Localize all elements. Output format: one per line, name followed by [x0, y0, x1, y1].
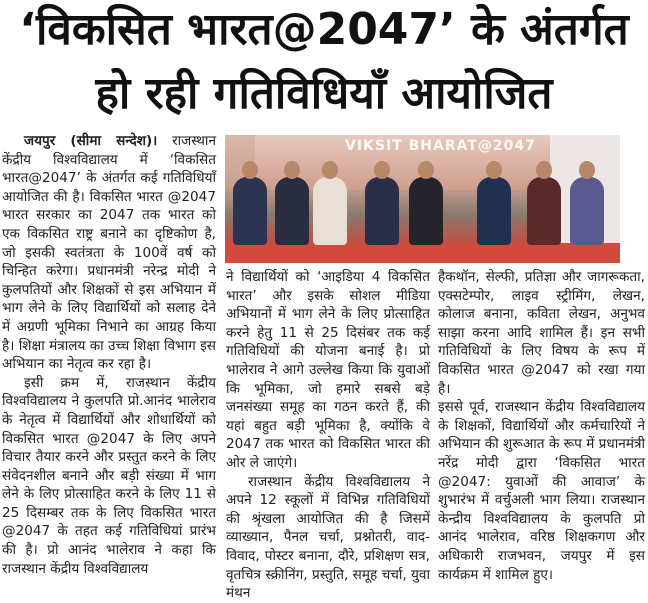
paragraph: इससे पूर्व, राजस्थान केंद्रीय विश्वविद्यालय के शिक्षकों, विद्यार्थियों और कर्मचारियों ने अभियान की शुरूआत के रूप में प्रधानमंत्री नरेंद्र मोदी द्वारा ‘विकसित भारत @2047: युवाओं की आवाज’ के शुभारंभ में वर्चुअली भाग लिया। राजस्थान केन्द्रीय विश्वविद्यालय के कुलपति प्रो आनंद भालेराव, वरिष्ठ शिक्षकगण और अधिकारी राजभवन, जयपुर में इस कार्यक्रम में शामिल हुए।	[438, 399, 645, 583]
dateline: जयपुर (सीमा सन्देश)।	[24, 133, 158, 149]
headline-line-1: ‘विकसित भारत@2047’ के अंतर्गत	[19, 4, 629, 55]
panelist	[570, 177, 604, 245]
panelist-head	[486, 161, 502, 179]
panelist	[275, 177, 309, 245]
panelist	[365, 177, 399, 245]
panelist-head	[418, 161, 434, 179]
panelist-head	[579, 161, 595, 179]
panelist-head	[284, 161, 300, 179]
paragraph-text: राजस्थान केंद्रीय विश्वविद्यालय में ‘विकसित भारत@2047’ के अंतर्गत कई गतिविधियाँ आयोजित की है। विकसित भारत @2047 भारत सरकार का 2047 तक भारत को एक विकसित राष्ट्र बनाने का दृष्टिकोण है, जो इसकी स्वतंत्रता के 100वें वर्ष को चिन्हित करेगा। प्रधानमंत्री नरेन्द्र मोदी ने कुलपतियों और शिक्षकों से इस अभियान में भाग लेने के लिए विद्यार्थियों को सलाह देने में अग्रणी भूमिका निभाने का आग्रह किया है। शिक्षा मंत्रालय का उच्च शिक्षा विभाग इस अभियान का नेतृत्व कर रहा है।	[2, 133, 216, 373]
panelist-head	[322, 161, 338, 179]
article-column-3	[438, 268, 645, 584]
panelist	[477, 177, 511, 245]
panelist	[233, 177, 267, 245]
article-column-1	[2, 132, 216, 578]
panelist-head	[374, 161, 390, 179]
headline	[0, 0, 648, 124]
headline-line-2: हो रही गतिविधियाँ आयोजित	[95, 68, 553, 119]
event-photo	[225, 135, 620, 263]
paragraph: हैकथॉन, सेल्फी, प्रतिज्ञा और जागरूकता, एक्सटेम्पोर, लाइव स्ट्रीमिंग, लेखन, कोलाज बनाना, कविता लेखन, अनुभव साझा करना आदि शामिल हैं। इन सभी गतिविधियों के लिए विषय के रूप में विकसित भारत @2047 को रखा गया है।	[438, 269, 645, 397]
panelist	[313, 177, 347, 245]
panelist-head	[242, 161, 258, 179]
panelist	[527, 177, 561, 245]
article-column-2	[226, 268, 430, 603]
paragraph: इसी क्रम में, राजस्थान केंद्रीय विश्वविद्यालय ने कुलपति प्रो.आनंद भालेराव के नेतृत्व में विद्यार्थियों और शोधार्थियों को विकसित भारत @2047 के लिए अपने विचार तैयार करने और प्रस्तुत करने के लिए संवेदनशील बनाने और बड़ी संख्या में भाग लेने के लिए प्रोत्साहित करने के लिए 11 से 25 दिसम्बर तक के लिए विकसित भारत @2047 के तहत कई गतिविधियां प्रारंभ की है। प्रो आनंद भालेराव ने कहा कि राजस्थान केंद्रीय विश्वविद्यालय	[2, 374, 216, 577]
stage-floor	[225, 243, 620, 263]
banner-text: VIKSIT BHARAT@2047	[345, 138, 536, 154]
paragraph: राजस्थान केंद्रीय विश्वविद्यालय ने अपने 12 स्कूलों में विभिन्न गतिविधियों की श्रृंखला आयोजित की है जिसमें व्याख्यान, पैनल चर्चा, प्रश्नोतरी, वाद-विवाद, पोस्टर बनाना, दौरे, प्रशिक्षण सत्र, वृतचित्र स्क्रीनिंग, प्रस्तुति, समूह चर्चा, युवा मंथन	[226, 473, 430, 602]
panelist	[409, 177, 443, 245]
paragraph	[2, 132, 216, 374]
paragraph: ने विद्यार्थियों को ‘आइडिया 4 विकसित भारत’ और इसके सोशल मीडिया अभियानों में भाग लेने के लिए प्रोत्साहित करने हेतु 11 से 25 दिसंबर तक कई गतिविधियों की योजना बनाई है। प्रो भालेराव ने आगे उल्लेख किया कि युवाओं कि भूमिका, जो हमारे सबसे बड़े जनसंख्या समूह का गठन करते हैं, की यहां बहुत बड़ी भूमिका है, क्योंकि वे 2047 तक भारत को विकसित भारत की ओर ले जाएंगे।	[226, 269, 430, 471]
panelist-head	[536, 161, 552, 179]
